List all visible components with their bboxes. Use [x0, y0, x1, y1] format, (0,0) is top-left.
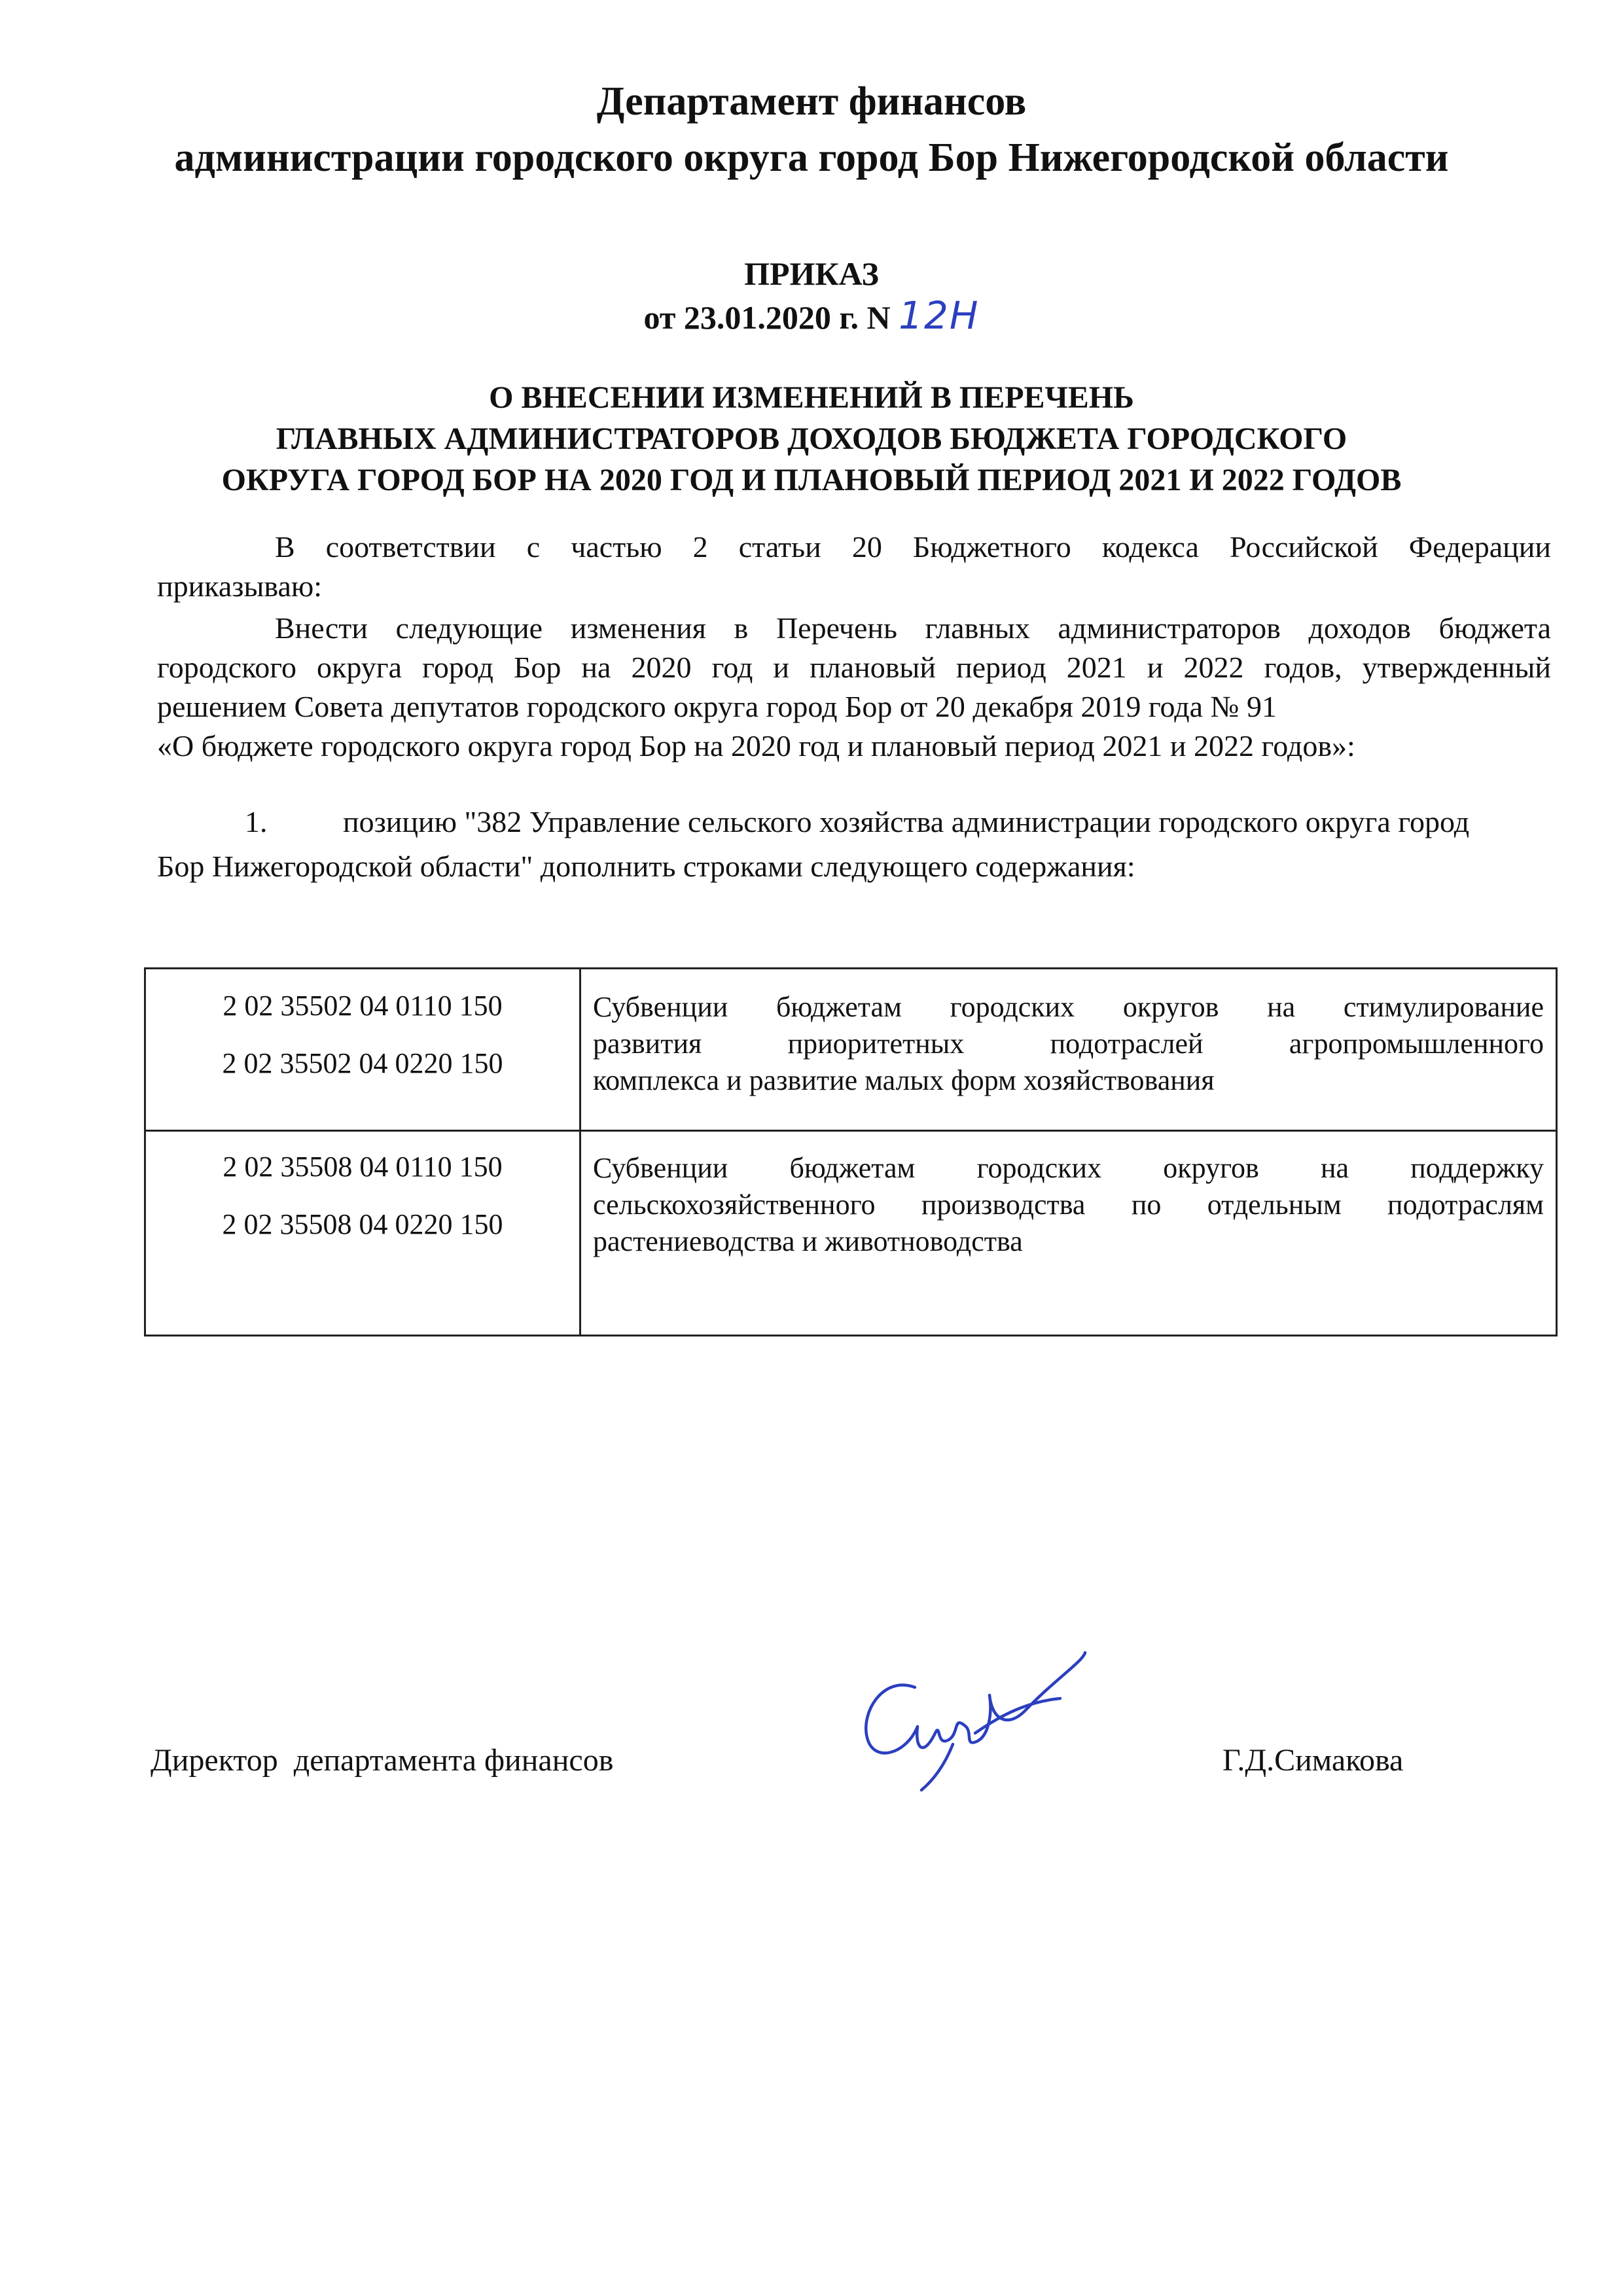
revenue-code: 2 02 35502 04 0110 150 [223, 990, 503, 1022]
paragraph-changes-line-1: Внести следующие изменения в Перечень главных администраторов доходов бюджета [275, 611, 1551, 645]
code-cell [145, 1131, 580, 1336]
list-item [157, 802, 1551, 886]
department-name [0, 73, 1623, 186]
subject-line-2: ГЛАВНЫХ АДМИНИСТРАТОРОВ ДОХОДОВ БЮДЖЕТА ГОРОДСКОГО [276, 422, 1347, 456]
list-item-line-2: Бор Нижегородской области" дополнить строками следующего содержания: [157, 850, 1135, 883]
table-row [145, 1131, 1557, 1336]
department-line-2: администрации городского округа город Бор Нижегородской области [174, 135, 1449, 180]
handwritten-signature [838, 1649, 1113, 1800]
list-item-line-1 [157, 802, 1551, 842]
paragraph-basis-line-2: приказываю: [157, 569, 323, 603]
subject-line-3: ОКРУГА ГОРОД БОР НА 2020 ГОД И ПЛАНОВЫЙ ПЕРИОД 2021 И 2022 ГОДОВ [221, 463, 1402, 497]
description-line: растениеводства и животноводства [593, 1225, 1023, 1257]
order-date-line [0, 295, 1623, 338]
revenue-code: 2 02 35502 04 0220 150 [222, 1047, 503, 1079]
revenue-description [593, 989, 1544, 1099]
list-item-text-1: позицию "382 Управление сельского хозяйства администрации городского округа город [343, 805, 1470, 838]
order-date: от 23.01.2020 г. N [643, 299, 891, 336]
paragraph-basis-line-1: В соответствии с частью 2 статьи 20 Бюджетного кодекса Российской Федерации [275, 530, 1551, 564]
table-row [145, 969, 1557, 1131]
description-line: Субвенции бюджетам городских округов на поддержку [593, 1152, 1544, 1184]
description-line: сельскохозяйственного производства по отдельным подотраслям [593, 1189, 1544, 1221]
subject-line-1: О ВНЕСЕНИИ ИЗМЕНЕНИЙ В ПЕРЕЧЕНЬ [489, 380, 1134, 415]
description-cell [580, 969, 1557, 1131]
code-cell [145, 969, 580, 1131]
description-cell [580, 1131, 1557, 1336]
description-line: комплекса и развитие малых форм хозяйствования [593, 1064, 1215, 1096]
revenue-codes-table [144, 967, 1558, 1336]
order-title: ПРИКАЗ [744, 255, 879, 292]
signatory-name: Г.Д.Симакова [1222, 1743, 1404, 1778]
paragraph-changes-line-2: городского округа город Бор на 2020 год и плановый период 2021 и 2022 годов, утвержденный [157, 651, 1551, 684]
paragraph-changes-line-3: решением Совета депутатов городского округа город Бор от 20 декабря 2019 года № 91 [157, 690, 1277, 723]
revenue-code: 2 02 35508 04 0110 150 [223, 1151, 503, 1183]
signatory-position: Директор департамента финансов [151, 1743, 614, 1778]
paragraph-basis [157, 528, 1551, 606]
revenue-description [593, 1150, 1544, 1260]
order-number-handwritten: 12Н [899, 293, 980, 338]
order-subject [0, 377, 1623, 501]
order-heading [0, 253, 1623, 338]
revenue-code: 2 02 35508 04 0220 150 [222, 1208, 503, 1240]
description-line: Субвенции бюджетам городских округов на стимулирование [593, 991, 1544, 1023]
paragraph-changes [157, 609, 1551, 766]
description-line: развития приоритетных подотраслей агропромышленного [593, 1028, 1544, 1060]
list-item-number: 1. [245, 805, 268, 838]
paragraph-changes-line-4: «О бюджете городского округа город Бор на 2020 год и плановый период 2021 и 2022 годов»: [157, 729, 1355, 762]
department-line-1: Департамент финансов [596, 79, 1027, 124]
